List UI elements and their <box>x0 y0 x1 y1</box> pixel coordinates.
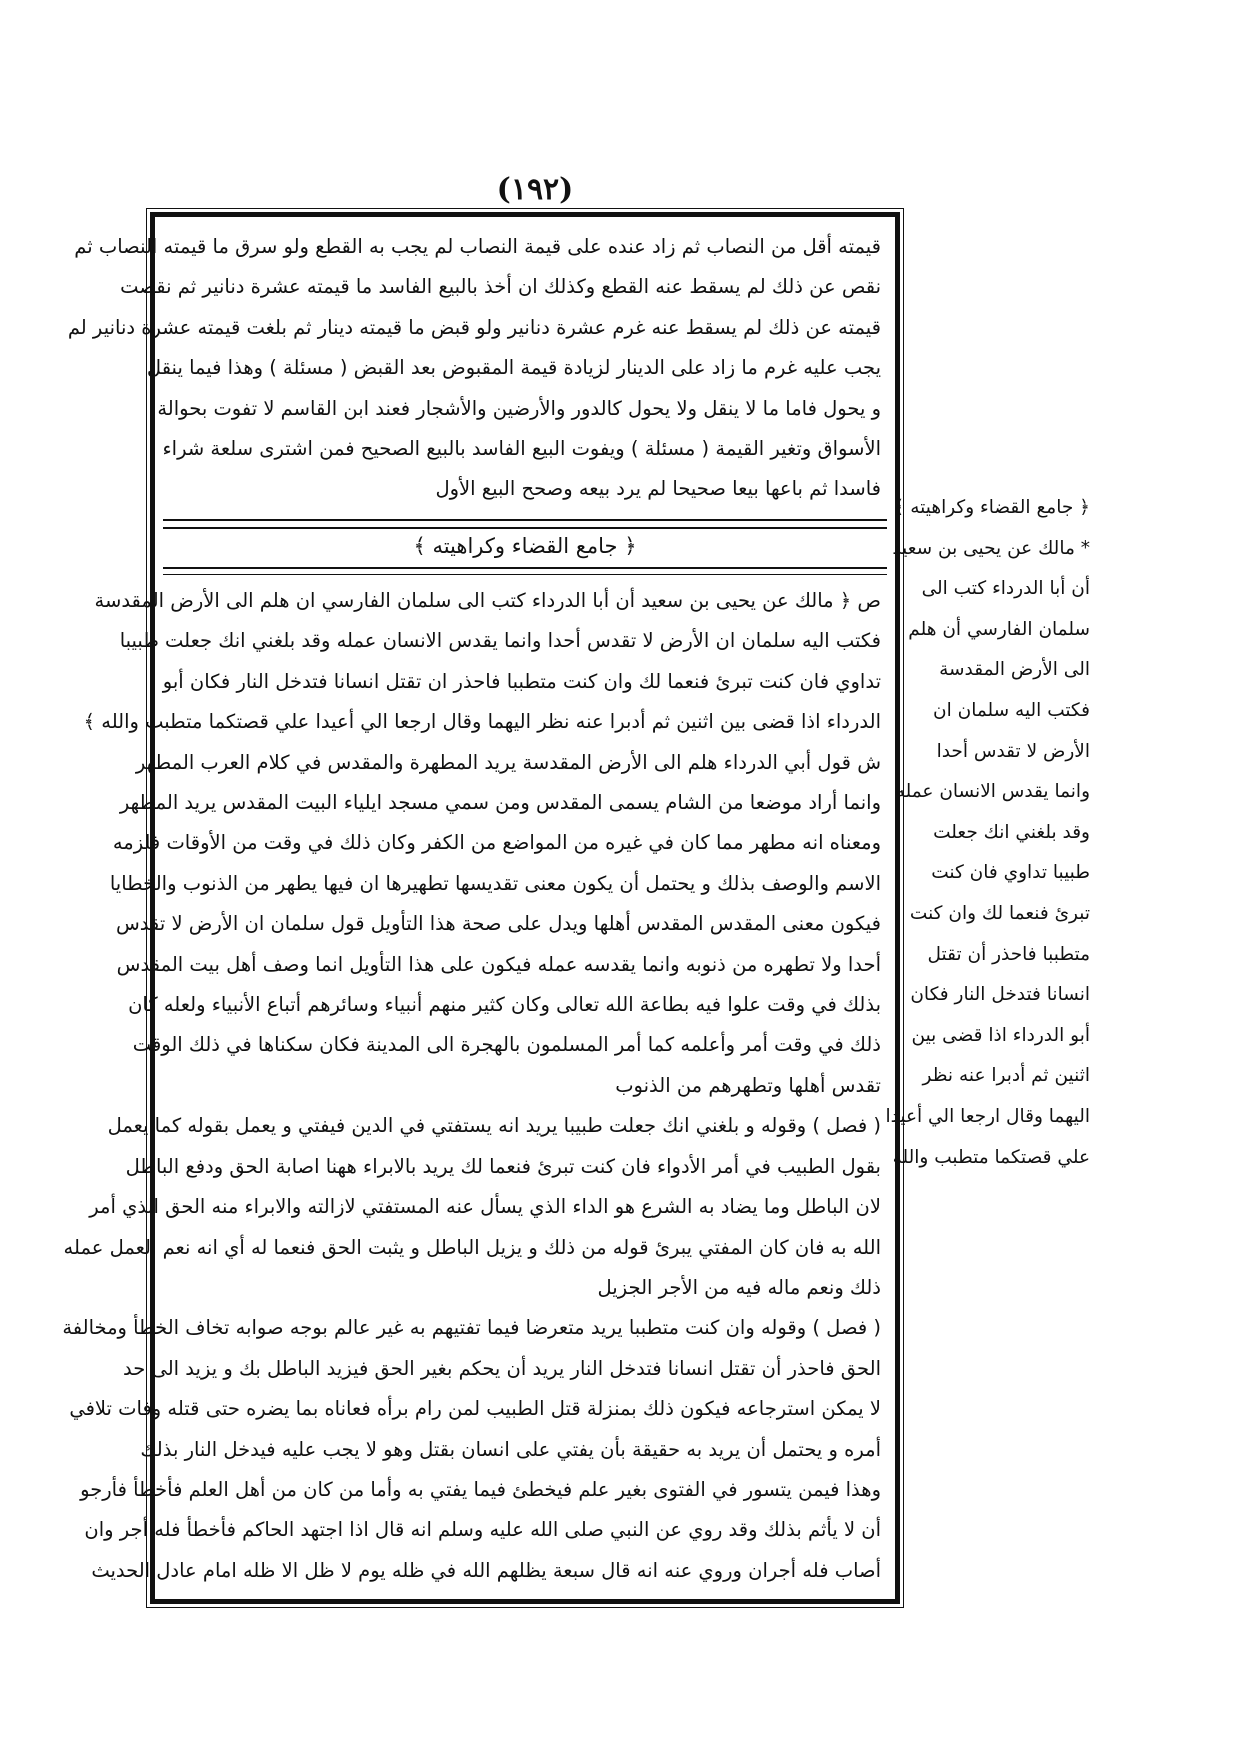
margin-line: الأرض لا تقدس أحدا <box>936 740 1090 762</box>
text-line: الدرداء اذا قضى بين اثنين ثم أدبرا عنه نظر اليهما وقال ارجعا الي أعيدا علي قصتكما متطبب والله ﴾ <box>83 710 881 734</box>
margin-line: متطببا فاحذر أن تقتل <box>927 943 1090 965</box>
text-line: الله به فان كان المفتي يبرئ قوله من ذلك و يزيل الباطل و يثبت الحق فنعما له أي انه نعم العمل عمله <box>63 1235 881 1259</box>
text-line: ( فصل ) وقوله وان كنت متطببا يريد متعرضا فيما تفتيهم به غير عالم بوجه صوابه تخاف الخطأ ومخالفة <box>62 1316 881 1340</box>
text-line: الأسواق وتغير القيمة ( مسئلة ) ويفوت البيع الفاسد بالبيع الصحيح فمن اشترى سلعة شراء <box>162 437 881 461</box>
margin-line: اثنين ثم أدبرا عنه نظر <box>922 1065 1090 1087</box>
text-line: أن لا يأثم بذلك وقد روي عن النبي صلى الله عليه وسلم انه قال اذا اجتهد الحاكم فأخطأ فله أجر وان <box>84 1518 881 1542</box>
section-heading: ﴿ جامع القضاء وكراهيته ﴾ <box>413 534 637 558</box>
text-line: نقص عن ذلك لم يسقط عنه القطع وكذلك ان أخذ بالبيع الفاسد ما قيمته عشرة دنانير ثم نقصت <box>120 275 881 299</box>
margin-line: أبو الدرداء اذا قضى بين <box>911 1024 1090 1046</box>
text-line: فيكون معنى المقدس المقدس أهلها ويدل على صحة هذا التأويل قول سلمان ان الأرض لا تقدس <box>115 912 881 936</box>
margin-line: الى الأرض المقدسة <box>939 659 1090 681</box>
text-line: فكتب اليه سلمان ان الأرض لا تقدس أحدا وانما يقدس الانسان عمله وقد بلغني انك جعلت طبيبا <box>119 629 881 653</box>
text-line: قيمته عن ذلك لم يسقط عنه غرم عشرة دنانير ولو قبض ما قيمته دينار ثم بلغت قيمته عشرة دنانير لم <box>67 315 881 339</box>
margin-line: انسانا فتدخل النار فكان <box>910 984 1090 1006</box>
margin-line: فكتب اليه سلمان ان <box>933 699 1090 721</box>
text-line: الاسم والوصف بذلك و يحتمل أن يكون معنى تقديسها تطهيرها ان فيها يطهر من الذنوب والخطايا <box>109 871 881 895</box>
text-line: تقدس أهلها وتطهرهم من الذنوب <box>615 1073 881 1097</box>
text-line: و يحول فاما ما لا ينقل ولا يحول كالدور والأرضين والأشجار فعند ابن القاسم لا تفوت بحوالة <box>157 396 881 420</box>
text-line: فاسدا ثم باعها بيعا صحيحا لم يرد بيعه وصحح البيع الأول <box>435 477 881 501</box>
text-line: الحق فاحذر أن تقتل انسانا فتدخل النار يريد أن يحكم بغير الحق فيزيد الباطل بك و يزيد الى حد <box>122 1356 881 1380</box>
text-line: تداوي فان كنت تبرئ فنعما لك وان كنت متطببا فاحذر ان تقتل انسانا فتدخل النار فكان أبو <box>162 669 881 693</box>
text-line: ش قول أبي الدرداء هلم الى الأرض المقدسة يريد المطهرة والمقدس في كلام العرب المطهر <box>135 750 881 774</box>
body-paragraph <box>62 581 895 1591</box>
text-line: لا يمكن استرجاعه فيكون ذلك بمنزلة قتل الطبيب لمن رام برأه فعاناه بما يضره حتى قتله وفات تلافي <box>69 1397 881 1421</box>
margin-line: وانما يقدس الانسان عمله <box>895 781 1090 803</box>
heading-rule <box>163 567 887 575</box>
margin-line: ﴿ جامع القضاء وكراهيته ﴾ <box>893 497 1090 518</box>
text-line: وهذا فيمن يتسور في الفتوى بغير علم فيخطئ فيما يفتي به وأما من كان من أهل العلم فأخطأ فأرجو <box>80 1477 881 1501</box>
margin-line: اليهما وقال ارجعا الي أعيدا <box>885 1105 1090 1127</box>
margin-line: تبرئ فنعما لك وان كنت <box>909 902 1090 924</box>
margin-line: وقد بلغني انك جعلت <box>933 821 1090 843</box>
text-line: قيمته أقل من النصاب ثم زاد عنده على قيمة النصاب لم يجب به القطع ولو سرق ما قيمته النصاب ثم <box>74 235 881 258</box>
text-line: أحدا ولا تطهره من ذنوبه وانما يقدسه عمله فيكون على هذا التأويل انما وصف أهل بيت المقدس <box>116 952 881 976</box>
margin-line: أن أبا الدرداء كتب الى <box>921 578 1090 600</box>
margin-line: طبيبا تداوي فان كنت <box>931 862 1090 884</box>
text-line: لان الباطل وما يضاد به الشرع هو الداء الذي يسأل عنه المستفتي لازالته والابراء منه الحق الذي أمر <box>89 1195 881 1219</box>
text-line: أمره و يحتمل أن يريد به حقيقة بأن يفتي على انسان بقتل وهو لا يجب عليه فيدخل النار بذلك <box>140 1437 881 1461</box>
text-line: بذلك في وقت علوا فيه بطاعة الله تعالى وكان كثير منهم أنبياء وسائرهم أتباع الأنبياء ولعله كان <box>128 993 881 1017</box>
text-line: ص ﴿ مالك عن يحيى بن سعيد أن أبا الدرداء كتب الى سلمان الفارسي ان هلم الى الأرض المقدسة <box>94 589 881 612</box>
page-number: (١٩٢) <box>496 172 574 207</box>
text-line: وانما أراد موضعا من الشام يسمى المقدس ومن سمي مسجد ايلياء البيت المقدس يريد المطهر <box>119 791 881 815</box>
text-line: أصاب فله أجران وروي عنه انه قال سبعة يظلهم الله في ظله يوم لا ظل الا ظله امام عادل الحديث <box>91 1558 881 1582</box>
text-line: ومعناه انه مطهر مما كان في غيره من المواضع من الكفر وكان ذلك في وقت من الأوقات فلزمه <box>112 831 881 855</box>
main-text-frame <box>62 212 900 1604</box>
margin-note <box>885 488 1090 1178</box>
text-line: ذلك في وقت أمر وأعلمه كما أمر المسلمون بالهجرة الى المدينة فكان سكناها في ذلك الوقت <box>132 1033 881 1057</box>
top-paragraph <box>67 227 895 510</box>
margin-line: علي قصتكما متطبب والله <box>892 1146 1090 1168</box>
text-line: ( فصل ) وقوله و بلغني انك جعلت طبيبا يريد انه يستفتي في الدين فيفتي و يعمل بقوله كما يعمل <box>107 1114 881 1138</box>
text-line: ذلك ونعم ماله فيه من الأجر الجزيل <box>597 1275 881 1299</box>
text-line: يجب عليه غرم ما زاد على الدينار لزيادة قيمة المقبوض بعد القبض ( مسئلة ) وهذا فيما ينقل <box>146 356 881 380</box>
margin-line: * مالك عن يحيى بن سعيد <box>892 537 1090 559</box>
text-line: بقول الطبيب في أمر الأدواء فان كنت تبرئ فنعما لك يريد بالابراء ههنا اصابة الحق ودفع الباطل <box>125 1154 881 1178</box>
margin-line: سلمان الفارسي أن هلم <box>908 618 1090 640</box>
